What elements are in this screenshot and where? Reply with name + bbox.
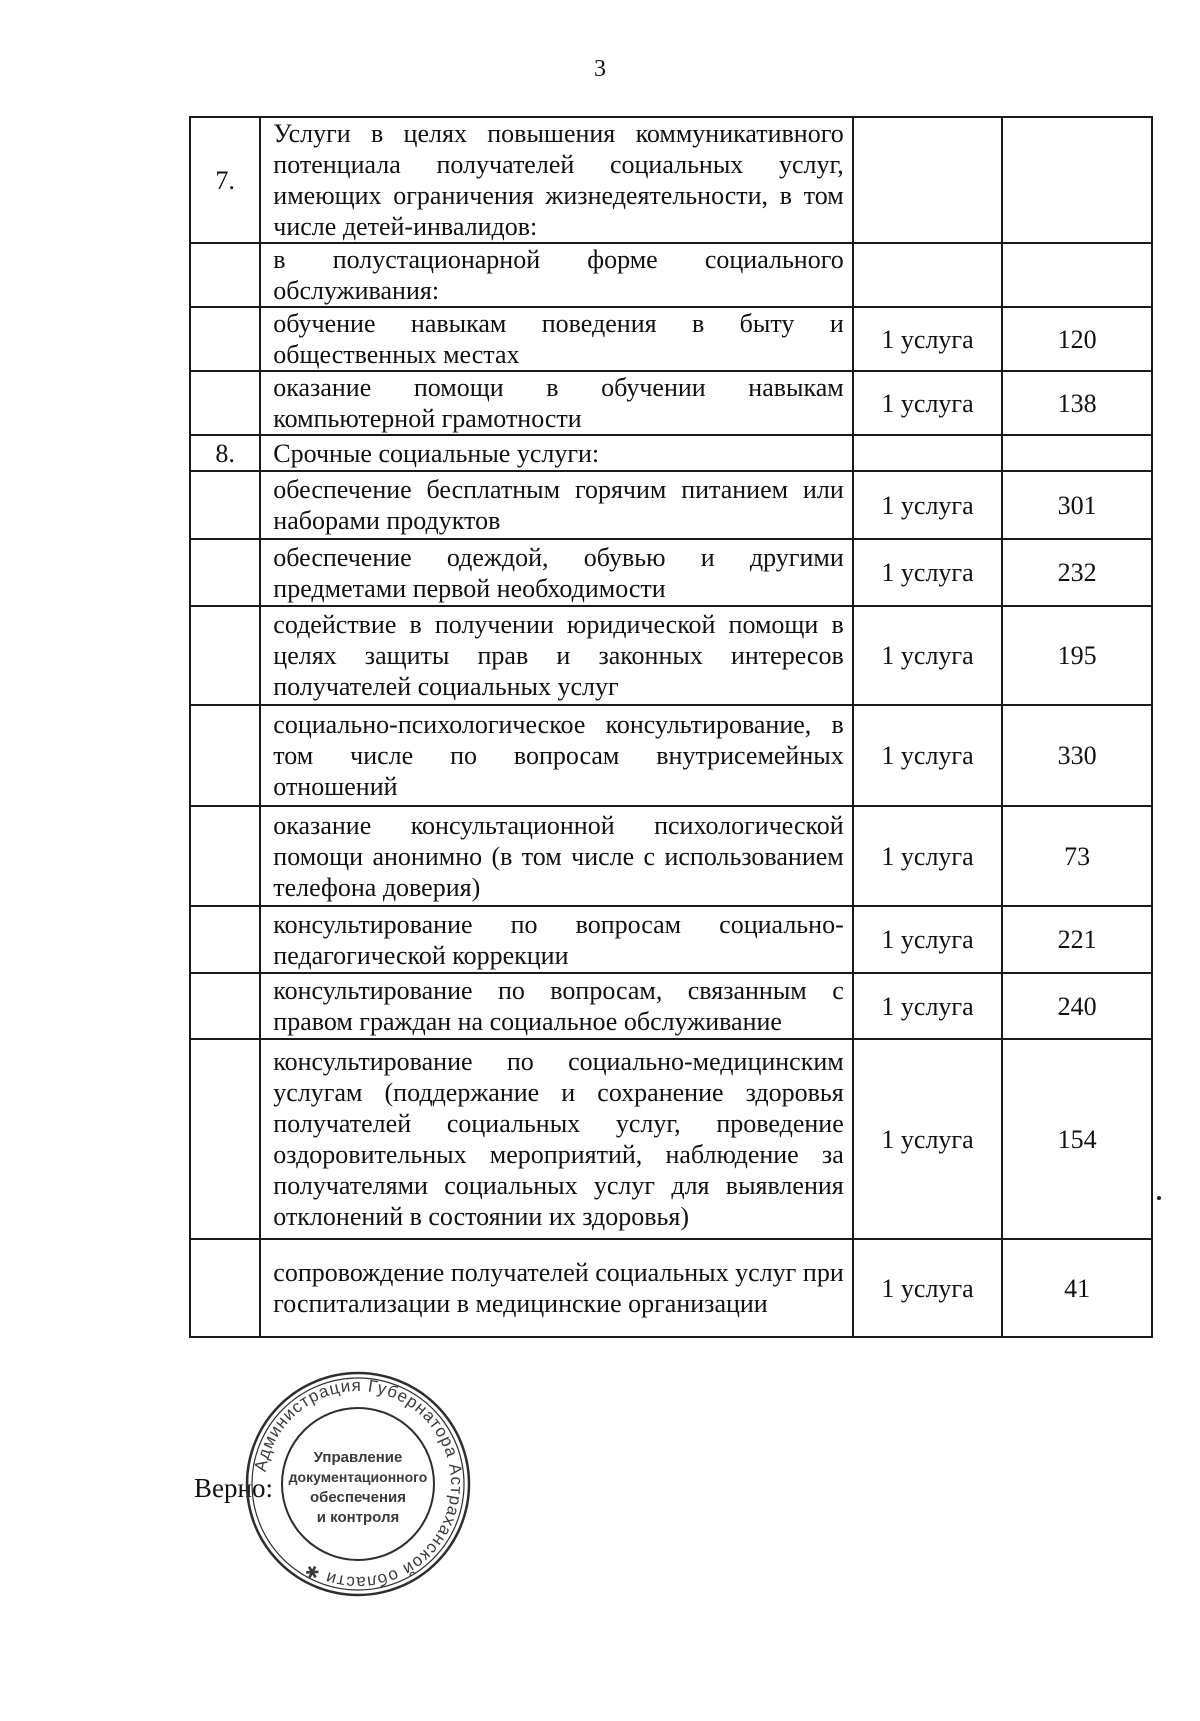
service-name: обеспечение одеждой, обувью и другими предметами первой необходимости [260,539,852,606]
service-price: 154 [1002,1039,1152,1239]
stamp-line-3: обеспечения [309,1489,407,1506]
table-row [190,606,1152,705]
service-price: 73 [1002,806,1152,906]
row-number [190,371,260,435]
table-row [190,1239,1152,1337]
service-name: обеспечение бесплатным горячим питанием или наборами продуктов [260,471,852,539]
row-number [190,1239,260,1337]
service-unit: 1 услуга [853,906,1003,973]
service-unit: 1 услуга [853,471,1003,539]
table-row [190,307,1152,371]
service-unit: 1 услуга [853,307,1003,371]
table-row [190,705,1152,806]
service-name: в полустационарной форме социального обслуживания: [260,243,852,307]
row-number [190,606,260,705]
stamp-line-4: и контроля [316,1509,400,1526]
table-row [190,906,1152,973]
service-name: консультирование по вопросам социально-педагогической коррекции [260,906,852,973]
row-number [190,243,260,307]
table-row [190,471,1152,539]
service-unit: 1 услуга [853,1039,1003,1239]
service-name: консультирование по социально-медицинским услугам (поддержание и сохранение здоровья получателей социальных услуг, проведение оздоровительных мероприятий, наблюдение за получателями социальных услуг для выявления отклонений в состоянии их здоровья) [260,1039,852,1239]
row-number [190,705,260,806]
stamp-graphic [244,1370,472,1598]
row-number [190,539,260,606]
table-row [190,243,1152,307]
service-price: 195 [1002,606,1152,705]
service-price: 138 [1002,371,1152,435]
service-unit: 1 услуга [853,705,1003,806]
service-name: Срочные социальные услуги: [260,435,852,471]
row-number [190,973,260,1039]
stray-dot [1157,1196,1161,1200]
service-unit: 1 услуга [853,806,1003,906]
service-unit: 1 услуга [853,973,1003,1039]
service-price: 221 [1002,906,1152,973]
service-price [1002,243,1152,307]
service-unit [853,243,1003,307]
services-table [189,116,1153,1338]
row-number [190,1039,260,1239]
table-row [190,806,1152,906]
service-unit [853,435,1003,471]
row-number [190,471,260,539]
service-unit [853,117,1003,243]
service-name: оказание помощи в обучении навыкам компьютерной грамотности [260,371,852,435]
service-unit: 1 услуга [853,371,1003,435]
row-number [190,906,260,973]
stamp-line-2: документационного [288,1469,428,1485]
verno-label: Верно: [194,1473,273,1503]
service-name: консультирование по вопросам, связанным с правом граждан на социальное обслуживание [260,973,852,1039]
service-price: 41 [1002,1239,1152,1337]
service-price: 330 [1002,705,1152,806]
stamp-line-1: Управление [313,1449,403,1466]
table-row [190,117,1152,243]
service-price: 240 [1002,973,1152,1039]
service-unit: 1 услуга [853,1239,1003,1337]
service-name: сопровождение получателей социальных услуг при госпитализации в медицинские организации [260,1239,852,1337]
service-name: содействие в получении юридической помощи в целях защиты прав и законных интересов получателей социальных услуг [260,606,852,705]
service-price [1002,435,1152,471]
service-price: 232 [1002,539,1152,606]
row-number [190,806,260,906]
table-row [190,1039,1152,1239]
row-number [190,307,260,371]
service-name: социально-психологическое консультирование, в том числе по вопросам внутрисемейных отношений [260,705,852,806]
service-name: оказание консультационной психологической помощи анонимно (в том числе с использованием телефона доверия) [260,806,852,906]
service-price [1002,117,1152,243]
table-row [190,539,1152,606]
service-price: 301 [1002,471,1152,539]
service-name: Услуги в целях повышения коммуникативного потенциала получателей социальных услуг, имеющих ограничения жизнедеятельности, в том числе детей-инвалидов: [260,117,852,243]
service-unit: 1 услуга [853,539,1003,606]
page-number: 3 [594,56,606,82]
table-row [190,371,1152,435]
service-unit: 1 услуга [853,606,1003,705]
table-row [190,435,1152,471]
row-number: 7. [190,117,260,243]
stamp-ring-text: Администрация Губернатора Астраханской области ✱ [250,1375,467,1593]
table-row [190,973,1152,1039]
service-price: 120 [1002,307,1152,371]
official-stamp [244,1370,472,1598]
row-number: 8. [190,435,260,471]
service-name: обучение навыкам поведения в быту и общественных местах [260,307,852,371]
